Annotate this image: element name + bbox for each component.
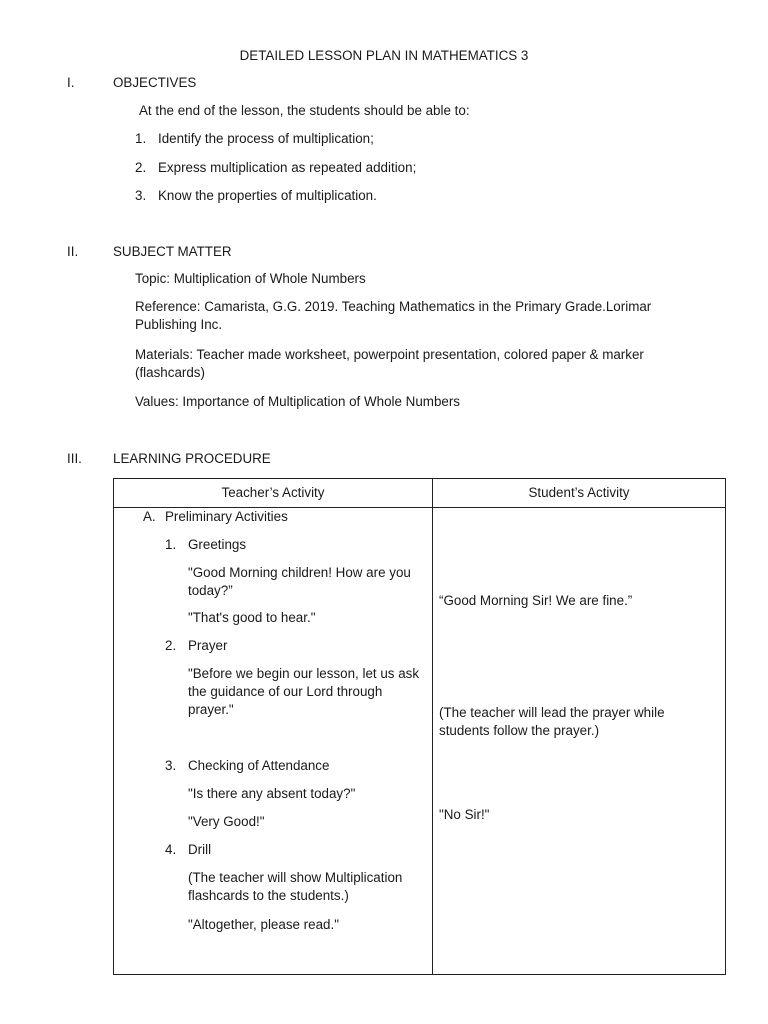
objective-text: Express multiplication as repeated addition; (158, 160, 417, 175)
objective-number: 2. (135, 160, 147, 175)
step-number: 3. (165, 758, 177, 773)
objective-number: 3. (135, 188, 147, 203)
section-heading-objectives: OBJECTIVES (113, 75, 197, 90)
teacher-line: "Before we begin our lesson, let us ask the guidance of our Lord through prayer." (188, 666, 420, 717)
table-row (114, 508, 726, 975)
table-header-row (114, 479, 726, 508)
step-title-prayer: Prayer (188, 638, 228, 653)
learning-procedure-table (113, 478, 726, 975)
activity-section-label: A. (143, 509, 156, 524)
objectives-intro: At the end of the lesson, the students should be able to: (139, 103, 470, 118)
student-activity-cell (433, 508, 726, 975)
subject-materials: Materials: Teacher made worksheet, powerpoint presentation, colored paper & marker (flashcards) (135, 347, 644, 380)
teacher-line: "That's good to hear." (188, 610, 316, 625)
teacher-line: "Good Morning children! How are you today?” (188, 565, 411, 598)
section-numeral-learning-procedure: III. (67, 451, 82, 466)
student-activity-header: Student’s Activity (433, 479, 726, 508)
teacher-line: "Is there any absent today?" (188, 786, 356, 801)
activity-section-title: Preliminary Activities (165, 509, 288, 524)
subject-topic: Topic: Multiplication of Whole Numbers (135, 271, 366, 286)
section-numeral-objectives: I. (67, 75, 75, 90)
page-title: DETAILED LESSON PLAN IN MATHEMATICS 3 (239, 48, 529, 63)
student-response: “Good Morning Sir! We are fine.” (439, 593, 633, 608)
objective-number: 1. (135, 131, 147, 146)
step-number: 1. (165, 537, 177, 552)
student-response: "No Sir!" (439, 807, 490, 822)
section-heading-learning-procedure: LEARNING PROCEDURE (113, 451, 271, 466)
step-number: 4. (165, 842, 177, 857)
teacher-line: (The teacher will show Multiplication flashcards to the students.) (188, 870, 403, 903)
section-numeral-subject-matter: II. (67, 244, 79, 259)
step-title-greetings: Greetings (188, 537, 247, 552)
teacher-activity-cell (114, 508, 433, 975)
step-title-attendance: Checking of Attendance (188, 758, 330, 773)
subject-values: Values: Importance of Multiplication of Whole Numbers (135, 394, 460, 409)
teacher-line: "Altogether, please read." (188, 917, 339, 932)
subject-reference: Reference: Camarista, G.G. 2019. Teaching Mathematics in the Primary Grade.Lorimar Publishing Inc. (135, 299, 652, 332)
step-number: 2. (165, 638, 177, 653)
objective-text: Know the properties of multiplication. (158, 188, 377, 203)
section-heading-subject-matter: SUBJECT MATTER (113, 244, 232, 259)
step-title-drill: Drill (188, 842, 212, 857)
objective-text: Identify the process of multiplication; (158, 131, 374, 146)
student-response: (The teacher will lead the prayer while students follow the prayer.) (439, 705, 665, 738)
teacher-line: "Very Good!" (188, 814, 265, 829)
teacher-activity-header: Teacher’s Activity (114, 479, 433, 508)
